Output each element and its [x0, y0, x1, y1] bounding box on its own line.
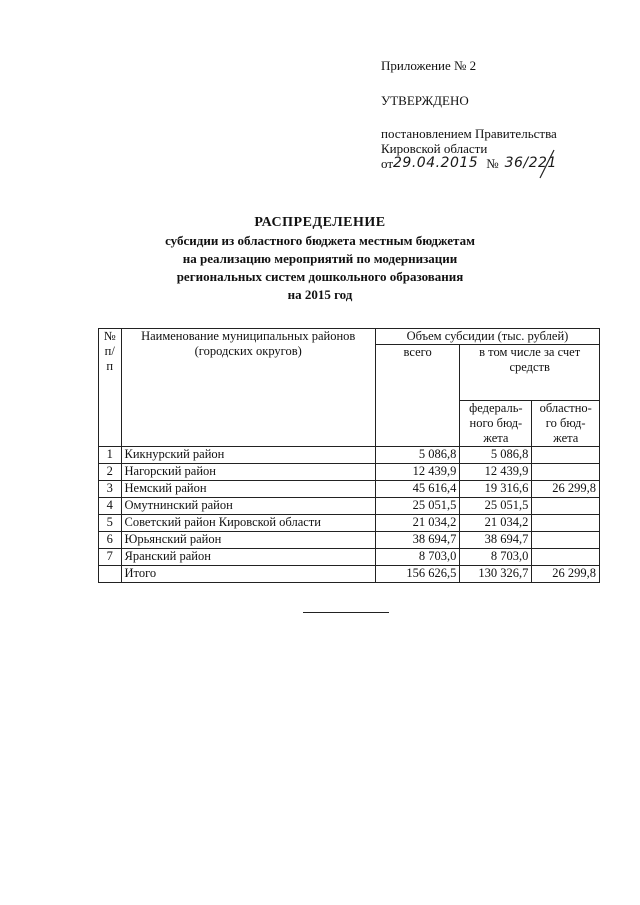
- cell-total: 21 034,2: [375, 515, 459, 532]
- cell-federal: 21 034,2: [460, 515, 532, 532]
- header-regional: областно-го бюд-жета: [532, 401, 600, 447]
- cell-regional: [532, 464, 600, 481]
- cell-total: 38 694,7: [375, 532, 459, 549]
- cell-regional: [532, 447, 600, 464]
- cell-name: Яранский район: [121, 549, 375, 566]
- cell-total: 25 051,5: [375, 498, 459, 515]
- cell-federal: 19 316,6: [460, 481, 532, 498]
- table-row: [99, 447, 600, 464]
- table-row: [99, 532, 600, 549]
- cell-regional: [532, 549, 600, 566]
- cell-federal: 25 051,5: [460, 498, 532, 515]
- handwritten-date: 29.04.2015: [393, 155, 479, 171]
- approved-label: УТВЕРЖДЕНО: [381, 93, 469, 108]
- header-name: Наименование муниципальных районов (городских округов): [121, 329, 375, 447]
- cell-regional: [532, 532, 600, 549]
- cell-name: Кикнурский район: [121, 447, 375, 464]
- cell-num: 6: [99, 532, 122, 549]
- table-row: [99, 464, 600, 481]
- table-body: [99, 447, 600, 583]
- header-num: № п/п: [99, 329, 122, 447]
- cell-total: 12 439,9: [375, 464, 459, 481]
- cell-num: [99, 566, 122, 583]
- header-federal: федераль-ного бюд-жета: [460, 401, 532, 447]
- cell-name: Омутнинский район: [121, 498, 375, 515]
- header-volume: Объем субсидии (тыс. рублей): [375, 329, 599, 345]
- total-row: [99, 566, 600, 583]
- header-including: в том числе за счет средств: [460, 345, 600, 401]
- end-divider: [303, 612, 389, 613]
- title-line-1: субсидии из областного бюджета местным бюджетам: [165, 233, 475, 248]
- cell-total: 45 616,4: [375, 481, 459, 498]
- cell-num: 5: [99, 515, 122, 532]
- cell-total: 8 703,0: [375, 549, 459, 566]
- handwritten-stroke: [532, 148, 562, 180]
- appendix-label: Приложение № 2: [381, 58, 477, 73]
- cell-regional: 26 299,8: [532, 481, 600, 498]
- cell-num: 3: [99, 481, 122, 498]
- table-row: [99, 498, 600, 515]
- document-title: [0, 214, 640, 304]
- decree-line-1: постановлением Правительства: [381, 126, 557, 141]
- cell-num: 4: [99, 498, 122, 515]
- distribution-table: [98, 328, 600, 583]
- cell-name: Юрьянский район: [121, 532, 375, 549]
- header-total: всего: [375, 345, 459, 447]
- cell-federal: 38 694,7: [460, 532, 532, 549]
- cell-federal: 8 703,0: [460, 549, 532, 566]
- approval-block: [381, 58, 621, 171]
- table-row: [99, 481, 600, 498]
- title-line-2: на реализацию мероприятий по модернизации: [182, 251, 458, 266]
- cell-federal: 5 086,8: [460, 447, 532, 464]
- handwritten-number: 36/221: [504, 155, 557, 171]
- cell-total: 156 626,5: [375, 566, 459, 583]
- cell-total: 5 086,8: [375, 447, 459, 464]
- title-line-4: на 2015 год: [287, 287, 353, 302]
- cell-name: Нагорский район: [121, 464, 375, 481]
- from-prefix: от: [381, 156, 394, 171]
- table-row: [99, 549, 600, 566]
- header-row-1: [99, 329, 600, 345]
- cell-regional: 26 299,8: [532, 566, 600, 583]
- cell-name: Немский район: [121, 481, 375, 498]
- table-row: [99, 515, 600, 532]
- cell-federal: 12 439,9: [460, 464, 532, 481]
- cell-num: 2: [99, 464, 122, 481]
- cell-name: Итого: [121, 566, 375, 583]
- title-main: РАСПРЕДЕЛЕНИЕ: [254, 215, 386, 230]
- cell-regional: [532, 515, 600, 532]
- cell-regional: [532, 498, 600, 515]
- cell-name: Советский район Кировской области: [121, 515, 375, 532]
- cell-num: 7: [99, 549, 122, 566]
- decree-line-2: Кировской области: [381, 141, 488, 156]
- cell-num: 1: [99, 447, 122, 464]
- title-line-3: региональных систем дошкольного образования: [176, 269, 464, 284]
- number-sign: №: [486, 156, 499, 171]
- cell-federal: 130 326,7: [460, 566, 532, 583]
- decree-date-line: [381, 156, 621, 171]
